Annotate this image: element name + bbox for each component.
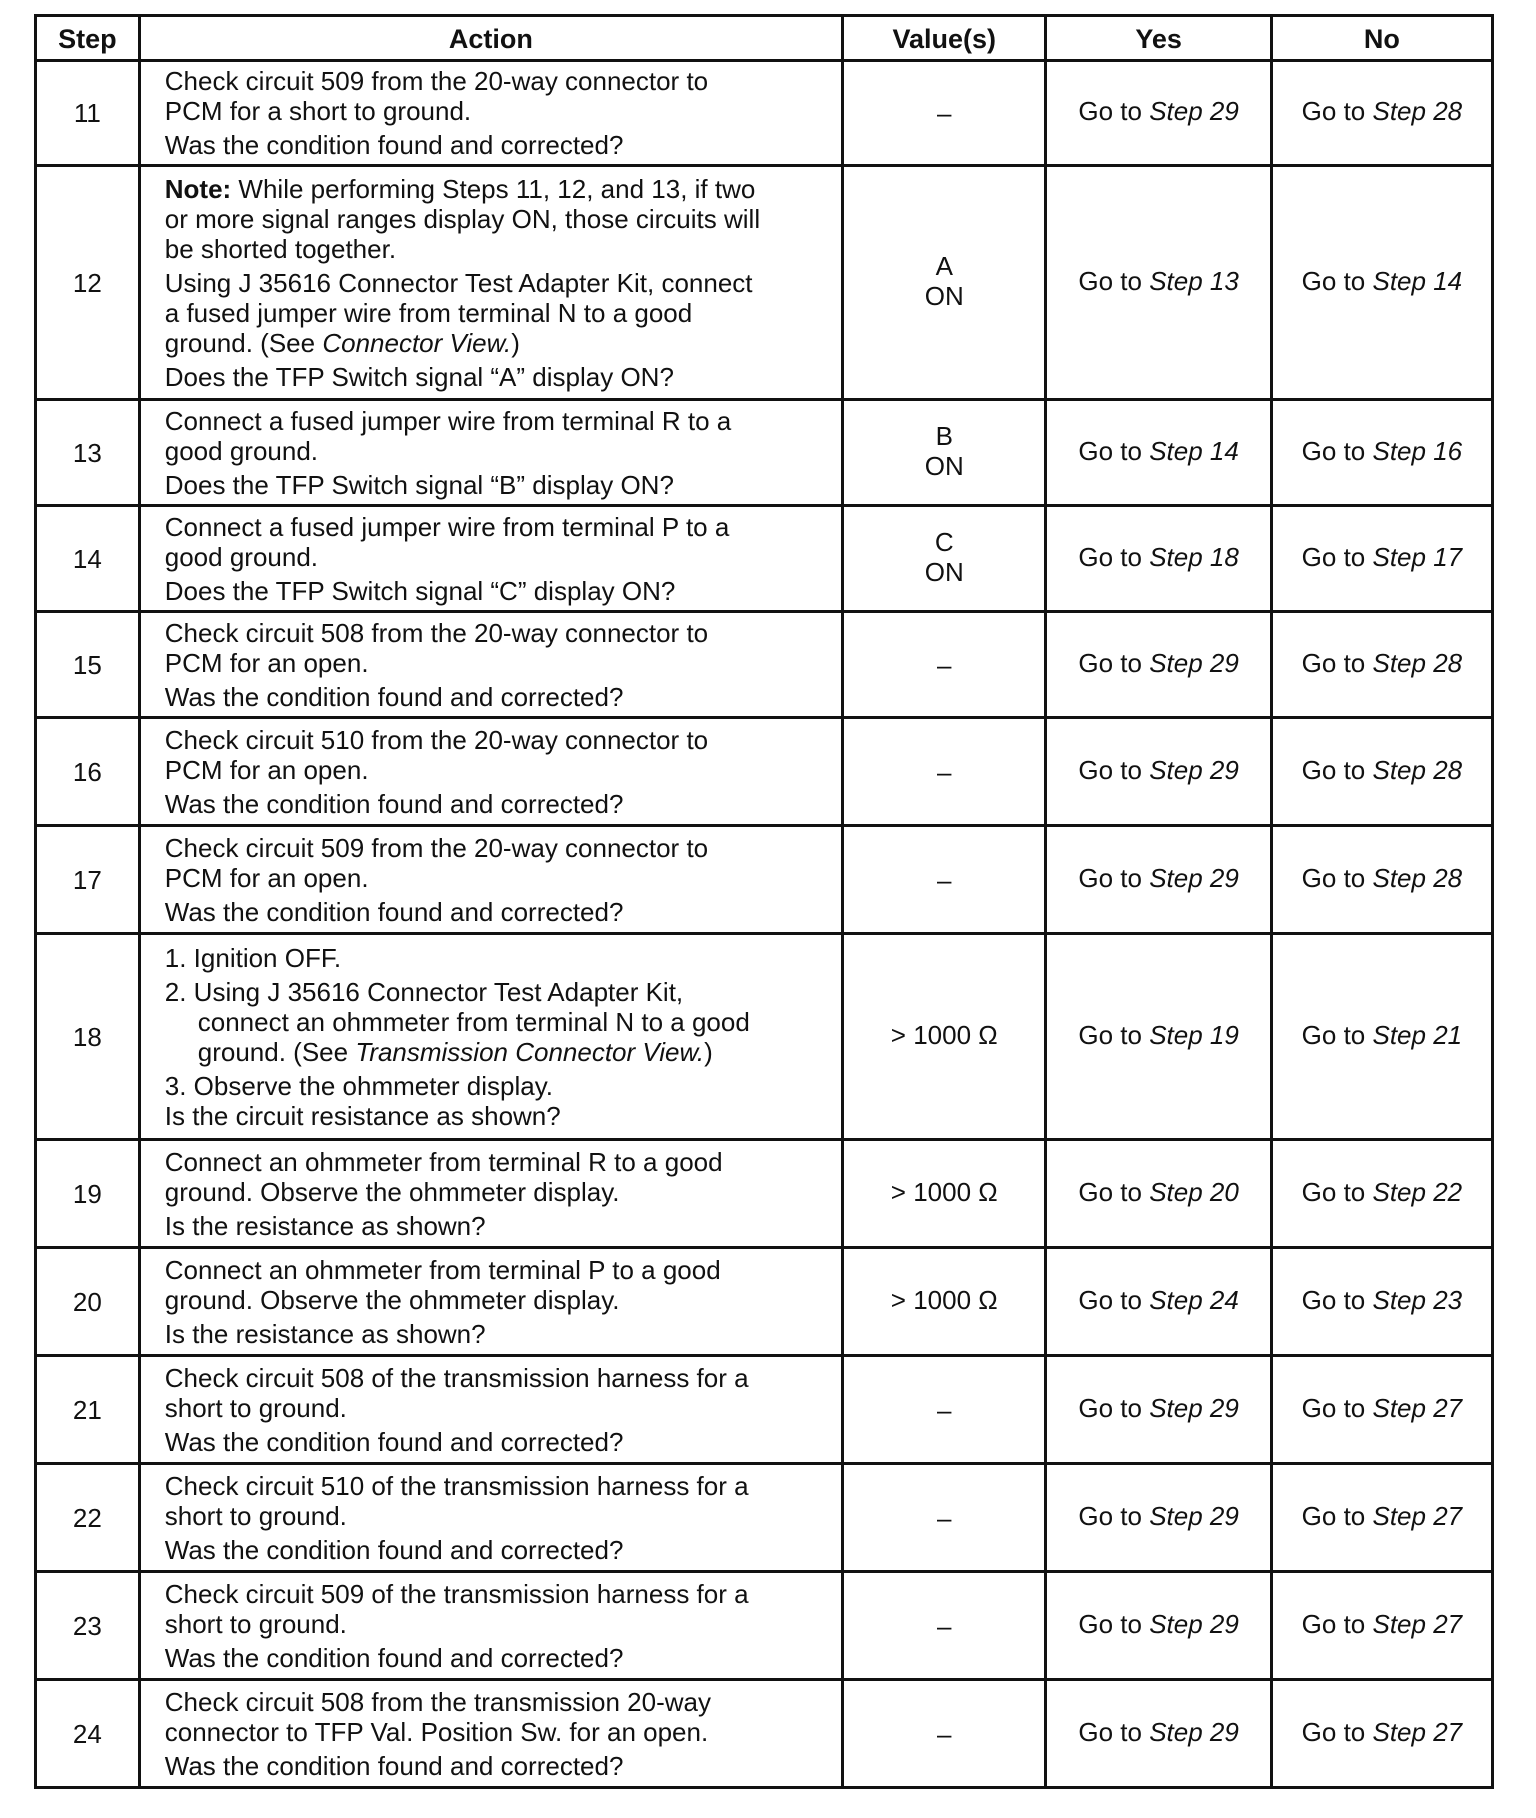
action-line: PCM for an open.	[164, 862, 369, 893]
value-cell: –	[843, 1356, 1046, 1464]
value-cell	[843, 166, 1046, 400]
value-cell: –	[843, 718, 1046, 826]
ground-post: )	[511, 327, 520, 358]
no-step: Step 28	[1372, 862, 1463, 893]
no-step: Step 22	[1372, 1176, 1463, 1207]
yes-step: Step 19	[1149, 1019, 1239, 1050]
yes-step: Step 14	[1149, 435, 1239, 466]
step-number: 21	[36, 1356, 140, 1464]
action-line: PCM for an open.	[164, 647, 369, 678]
table-row	[36, 826, 1493, 934]
header-action: Action	[139, 16, 842, 61]
go-prefix: Go to	[1078, 1716, 1142, 1747]
no-cell	[1271, 1356, 1492, 1464]
no-step: Step 16	[1372, 435, 1463, 466]
action-line: short to ground.	[164, 1608, 347, 1639]
list-item-text: 2. Using J 35616 Connector Test Adapter Kit,	[164, 976, 684, 1007]
value-cell: –	[843, 826, 1046, 934]
yes-cell	[1046, 934, 1271, 1140]
go-prefix: Go to	[1301, 1392, 1366, 1423]
action-line: short to ground.	[164, 1500, 347, 1531]
action-cell	[139, 1248, 842, 1356]
yes-step: Step 29	[1149, 1500, 1239, 1531]
action-line: connector to TFP Val. Position Sw. for an open.	[164, 1716, 709, 1747]
action-cell	[139, 826, 842, 934]
go-prefix: Go to	[1078, 1608, 1142, 1639]
yes-step: Step 29	[1149, 1392, 1239, 1423]
table-row	[36, 718, 1493, 826]
value-cell: > 1000 Ω	[843, 1248, 1046, 1356]
action-line: Connect an ohmmeter from terminal R to a good	[164, 1146, 723, 1177]
yes-cell	[1046, 1680, 1271, 1788]
go-prefix: Go to	[1301, 435, 1366, 466]
step-number: 22	[36, 1464, 140, 1572]
yes-step: Step 24	[1149, 1284, 1239, 1315]
connector-view-ref: Transmission Connector View.	[355, 1036, 705, 1067]
table-row	[36, 1572, 1493, 1680]
no-cell	[1271, 1572, 1492, 1680]
yes-cell	[1046, 612, 1271, 718]
no-step: Step 14	[1372, 265, 1463, 296]
value-cell: > 1000 Ω	[843, 934, 1046, 1140]
action-line: PCM for a short to ground.	[164, 96, 472, 126]
action-cell	[139, 1356, 842, 1464]
yes-cell	[1046, 826, 1271, 934]
value-cell: –	[843, 612, 1046, 718]
value-signal: A	[935, 250, 953, 281]
action-line: good ground.	[164, 435, 319, 466]
go-prefix: Go to	[1078, 435, 1142, 466]
go-prefix: Go to	[1301, 1608, 1366, 1639]
step-number: 15	[36, 612, 140, 718]
go-prefix: Go to	[1301, 541, 1366, 572]
go-prefix: Go to	[1301, 1284, 1366, 1315]
no-cell	[1271, 61, 1492, 166]
yes-cell	[1046, 506, 1271, 612]
yes-cell	[1046, 1248, 1271, 1356]
go-prefix: Go to	[1078, 541, 1142, 572]
action-cell	[139, 612, 842, 718]
table-row	[36, 934, 1493, 1140]
go-prefix: Go to	[1301, 1716, 1366, 1747]
yes-cell	[1046, 718, 1271, 826]
action-line: Connect a fused jumper wire from terminal P to a	[164, 511, 730, 542]
table-row	[36, 506, 1493, 612]
go-prefix: Go to	[1078, 96, 1142, 126]
action-cell	[139, 934, 842, 1140]
action-line: short to ground.	[164, 1392, 347, 1423]
go-prefix: Go to	[1078, 647, 1142, 678]
action-question: Was the condition found and corrected?	[164, 1534, 624, 1565]
action-question: Was the condition found and corrected?	[164, 1426, 624, 1457]
ground-post: )	[704, 1036, 713, 1067]
go-prefix: Go to	[1078, 1284, 1142, 1315]
step-number: 19	[36, 1140, 140, 1248]
list-item-continuation: connect an ohmmeter from terminal N to a good	[197, 1006, 750, 1037]
go-prefix: Go to	[1301, 862, 1366, 893]
go-prefix: Go to	[1078, 1392, 1142, 1423]
action-line: Check circuit 509 from the 20-way connector to	[164, 66, 709, 96]
yes-step: Step 18	[1149, 541, 1239, 572]
yes-cell	[1046, 61, 1271, 166]
yes-cell	[1046, 1464, 1271, 1572]
yes-step: Step 29	[1149, 96, 1239, 126]
step-number: 12	[36, 166, 140, 400]
yes-step: Step 20	[1149, 1176, 1239, 1207]
yes-cell	[1046, 166, 1271, 400]
action-question: Does the TFP Switch signal “A” display ON?	[164, 361, 674, 392]
header-no: No	[1271, 16, 1492, 61]
action-cell	[139, 1680, 842, 1788]
step-number: 17	[36, 826, 140, 934]
table-row	[36, 612, 1493, 718]
go-prefix: Go to	[1301, 1176, 1366, 1207]
action-question: Is the resistance as shown?	[164, 1318, 486, 1349]
action-line: Using J 35616 Connector Test Adapter Kit, connect	[164, 267, 753, 298]
no-cell	[1271, 826, 1492, 934]
action-line: Check circuit 510 from the 20-way connector to	[164, 724, 709, 755]
action-line: Connect an ohmmeter from terminal P to a good	[164, 1254, 721, 1285]
value-cell: > 1000 Ω	[843, 1140, 1046, 1248]
action-question: Does the TFP Switch signal “C” display ON?	[164, 575, 676, 606]
action-line: good ground.	[164, 541, 319, 572]
yes-cell	[1046, 1140, 1271, 1248]
no-step: Step 21	[1372, 1019, 1463, 1050]
action-cell	[139, 1572, 842, 1680]
header-values: Value(s)	[843, 16, 1046, 61]
go-prefix: Go to	[1078, 754, 1142, 785]
step-number: 18	[36, 934, 140, 1140]
action-cell	[139, 1464, 842, 1572]
list-item	[165, 977, 831, 1067]
no-cell	[1271, 1248, 1492, 1356]
no-cell	[1271, 1140, 1492, 1248]
action-line: PCM for an open.	[164, 754, 369, 785]
note-line	[165, 174, 831, 204]
no-step: Step 27	[1372, 1392, 1463, 1423]
no-step: Step 28	[1372, 754, 1463, 785]
table-row	[36, 1356, 1493, 1464]
list-item: 3. Observe the ohmmeter display.	[164, 1070, 554, 1101]
action-line: Check circuit 509 from the 20-way connector to	[164, 832, 709, 863]
action-cell	[139, 166, 842, 400]
no-cell	[1271, 506, 1492, 612]
no-step: Step 27	[1372, 1716, 1463, 1747]
no-cell	[1271, 718, 1492, 826]
yes-cell	[1046, 1356, 1271, 1464]
no-cell	[1271, 400, 1492, 506]
no-cell	[1271, 612, 1492, 718]
go-prefix: Go to	[1078, 1019, 1142, 1050]
yes-step: Step 29	[1149, 1716, 1239, 1747]
action-cell	[139, 400, 842, 506]
table-row	[36, 1680, 1493, 1788]
action-question: Does the TFP Switch signal “B” display ON?	[164, 469, 674, 500]
yes-cell	[1046, 400, 1271, 506]
action-cell	[139, 718, 842, 826]
action-line: Check circuit 508 of the transmission harness for a	[164, 1362, 749, 1393]
no-cell	[1271, 1680, 1492, 1788]
diagnostic-table	[34, 14, 1494, 1789]
action-cell	[139, 506, 842, 612]
no-step: Step 28	[1372, 96, 1463, 126]
step-number: 16	[36, 718, 140, 826]
go-prefix: Go to	[1078, 862, 1142, 893]
go-prefix: Go to	[1301, 647, 1366, 678]
action-question: Was the condition found and corrected?	[164, 1642, 624, 1673]
note-label: Note:	[164, 173, 232, 204]
step-number: 20	[36, 1248, 140, 1356]
ground-pre: ground. (See	[164, 327, 323, 358]
list-item-continuation	[165, 1037, 831, 1067]
action-line: Check circuit 509 of the transmission harness for a	[164, 1578, 749, 1609]
connector-view-ref: Connector View.	[322, 327, 512, 358]
value-state: ON	[924, 556, 964, 587]
yes-cell	[1046, 1572, 1271, 1680]
list-item: 1. Ignition OFF.	[164, 942, 342, 973]
no-step: Step 28	[1372, 647, 1463, 678]
value-signal: C	[934, 526, 954, 557]
action-question: Was the condition found and corrected?	[164, 1750, 624, 1781]
note-line: or more signal ranges display ON, those circuits will	[164, 203, 761, 234]
value-cell	[843, 506, 1046, 612]
step-number: 23	[36, 1572, 140, 1680]
value-cell: –	[843, 61, 1046, 166]
action-question: Was the condition found and corrected?	[164, 681, 624, 712]
go-prefix: Go to	[1078, 265, 1142, 296]
action-line: Connect a fused jumper wire from terminal R to a	[164, 405, 732, 436]
step-number: 13	[36, 400, 140, 506]
no-cell	[1271, 166, 1492, 400]
action-question: Was the condition found and corrected?	[164, 896, 624, 927]
table-row	[36, 166, 1493, 400]
note-text: While performing Steps 11, 12, and 13, if two	[231, 173, 756, 204]
go-prefix: Go to	[1078, 1176, 1142, 1207]
action-question: Was the condition found and corrected?	[164, 788, 624, 819]
action-line: Check circuit 510 of the transmission harness for a	[164, 1470, 749, 1501]
table-row	[36, 61, 1493, 166]
action-line: Check circuit 508 from the 20-way connector to	[164, 617, 709, 648]
action-question: Is the circuit resistance as shown?	[164, 1100, 561, 1131]
note-line: be shorted together.	[164, 233, 397, 264]
value-cell	[843, 400, 1046, 506]
header-yes: Yes	[1046, 16, 1271, 61]
no-cell	[1271, 934, 1492, 1140]
action-line: ground. Observe the ohmmeter display.	[164, 1176, 620, 1207]
table-row	[36, 400, 1493, 506]
yes-step: Step 13	[1149, 265, 1239, 296]
action-cell	[139, 1140, 842, 1248]
action-line: a fused jumper wire from terminal N to a good	[164, 297, 693, 328]
go-prefix: Go to	[1301, 1019, 1366, 1050]
table-row	[36, 1464, 1493, 1572]
go-prefix: Go to	[1301, 265, 1366, 296]
header-row	[36, 16, 1493, 61]
action-line	[165, 328, 831, 358]
step-number: 24	[36, 1680, 140, 1788]
no-step: Step 27	[1372, 1500, 1463, 1531]
no-step: Step 23	[1372, 1284, 1463, 1315]
yes-step: Step 29	[1149, 1608, 1239, 1639]
value-cell: –	[843, 1572, 1046, 1680]
no-step: Step 27	[1372, 1608, 1463, 1639]
step-number: 11	[36, 61, 140, 166]
value-signal: B	[935, 420, 953, 451]
action-line: Check circuit 508 from the transmission 20-way	[164, 1686, 711, 1717]
go-prefix: Go to	[1078, 1500, 1142, 1531]
go-prefix: Go to	[1301, 96, 1366, 126]
yes-step: Step 29	[1149, 754, 1239, 785]
table-row	[36, 1140, 1493, 1248]
table-row	[36, 1248, 1493, 1356]
ground-pre: ground. (See	[197, 1036, 356, 1067]
action-question: Is the resistance as shown?	[164, 1210, 486, 1241]
value-state: ON	[924, 450, 964, 481]
value-cell: –	[843, 1464, 1046, 1572]
no-step: Step 17	[1372, 541, 1463, 572]
no-cell	[1271, 1464, 1492, 1572]
value-cell: –	[843, 1680, 1046, 1788]
go-prefix: Go to	[1301, 754, 1366, 785]
action-line: ground. Observe the ohmmeter display.	[164, 1284, 620, 1315]
yes-step: Step 29	[1149, 647, 1239, 678]
yes-step: Step 29	[1149, 862, 1239, 893]
action-cell	[139, 61, 842, 166]
action-question: Was the condition found and corrected?	[164, 130, 624, 160]
go-prefix: Go to	[1301, 1500, 1366, 1531]
header-step: Step	[36, 16, 140, 61]
step-number: 14	[36, 506, 140, 612]
value-state: ON	[924, 280, 964, 311]
